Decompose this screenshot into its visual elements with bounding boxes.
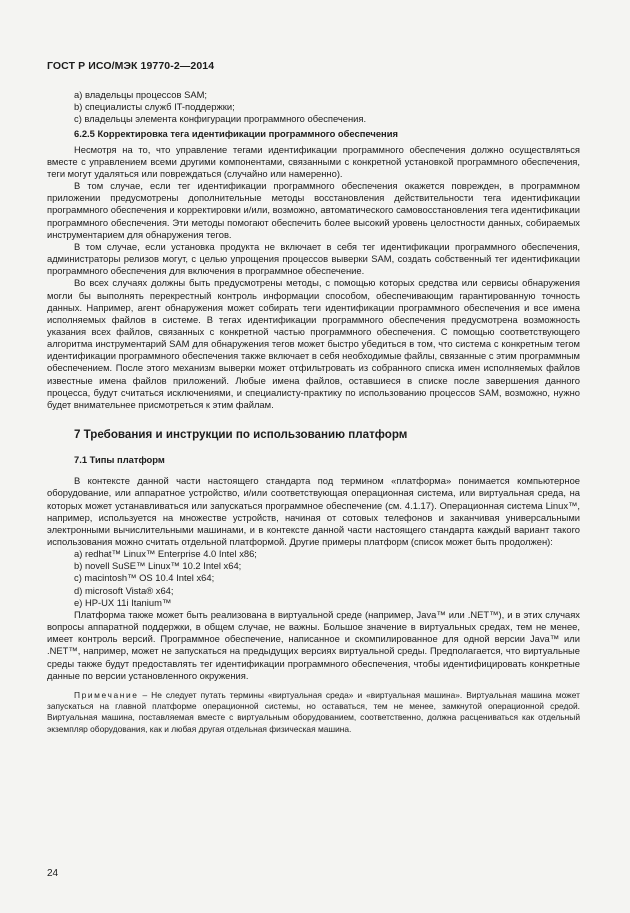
note xyxy=(47,690,580,735)
section-7-1-title: 7.1 Типы платформ xyxy=(74,454,165,466)
note-text: – Не следует путать термины «виртуальная среда» и «виртуальная машина». Виртуальная машина может запускаться на главной платформе операционной системы, но оставаться, тем не менее, замкнутой операционной средой. Виртуальная машина, поставляемая вместе с виртуальным оборудованием, соответственно, должна расцениваться как отдельный экземпляр оборудования, как и любая другая отдельная физическая машина. xyxy=(47,689,580,734)
section-7-title: 7 Требования и инструкции по использованию платформ xyxy=(74,428,408,442)
note-label: Примечание xyxy=(74,689,139,700)
paragraph: В том случае, если установка продукта не включает в себя тег идентификации программного обеспечения, администраторы релизов могут, с целью упрощения процессов выверки SAM, создать собственный тег идентификации программного обеспечения для включения в программное обеспечение. xyxy=(47,240,580,277)
platform-list-item: a) redhat™ Linux™ Enterprise 4.0 Intel x86; xyxy=(74,548,257,560)
paragraph: Несмотря на то, что управление тегами идентификации программного обеспечения должно осуществляться вместе с управлением всеми другими компонентами, связанными с конкретной установкой программного обеспечения, теги могут удаляться или повреждаться (случайно или намеренно). xyxy=(47,143,580,179)
page-number: 24 xyxy=(47,868,59,879)
list-item: a) владельцы процессов SAM; xyxy=(74,89,208,100)
paragraph: В контексте данной части настоящего стандарта под термином «платформа» понимается компьютерное оборудование, или аппаратное устройство, и/или соответствующая операционная система, или виртуальная среда, на которых может устанавливаться или запускаться программное обеспечение (см. 4.1.17). Операционная система Linux™, например, используется на множестве устройств, начиная от сотовых телефонов и заканчивая универсальными электронными вычислительными машинами, и в контексте данной части настоящего стандарта каждый вариант такого использования можно считать отдельной платформой. Другие примеры платформ (список может быть продолжен): xyxy=(47,475,580,547)
platform-list-item: c) macintosh™ OS 10.4 Intel x64; xyxy=(74,572,215,584)
list-item: b) специалисты служб IT-поддержки; xyxy=(74,101,235,113)
platform-list-item: d) microsoft Vista® x64; xyxy=(74,584,174,596)
paragraph: Платформа также может быть реализована в виртуальной среде (например, Java™ или .NET™), и в этих случаях вопросы аппаратной поддержки, в общем случае, не важны. Большое значение в виртуальных средах, тем не менее, имеет контроль версий. Программное обеспечение, написанное и скомпилированное для одной версии Java™ или .NET™, например, может не запускаться на предыдущих версиях виртуальной среды. Предполагается, что виртуальные среды также будут предоставлять тег идентификации программного обеспечения, чтобы идентифицировать конкретные данные по версии установленного окружения. xyxy=(47,608,580,681)
paragraph: В том случае, если тег идентификации программного обеспечения окажется поврежден, в программном приложении предусмотрены дополнительные методы восстановления действительности тега идентификации программного обеспечения и корректировки и/или, возможно, автоматического самовосстановления тега идентификации программного обеспечения. Эти методы помогают обеспечить более высокий уровень целостности данных, собираемых инструментарием для обнаружения тегов. xyxy=(47,180,580,240)
platform-list-item: b) novell SuSE™ Linux™ 10.2 Intel x64; xyxy=(74,560,242,572)
list-item: c) владельцы элемента конфигурации программного обеспечения. xyxy=(74,113,367,125)
platform-list-item: e) HP-UX 11i Itanium™ xyxy=(74,596,172,608)
section-6-2-5-title: 6.2.5 Корректировка тега идентификации программного обеспечения xyxy=(74,128,398,140)
page-content xyxy=(47,89,580,735)
paragraph: Во всех случаях должны быть предусмотрены методы, с помощью которых средства или сервисы обнаружения могли бы выполнять перекрестный контроль информации способом, обеспечивающим гарантированную точность данных. Например, агент обнаружения может собирать теги идентификации программного обеспечения и все имена исполняемых файлов в системе. В тегах идентификации программного обеспечения предусмотрена возможность указания всех файлов, связанных с конкретной частью программного обеспечения. С помощью соответствующего алгоритма инструментарий SAM для обнаружения тегов может быстро убедиться в том, что система с конкретным тегом идентификации программного обеспечения также включает в себя необходимые файлы, связанные с этим программным обеспечением. После этого механизм выверки может отфильтровать из собранного списка имен исполняемых файлов известные имена файлов приложений. Любые имена файлов, оставшиеся в списке после завершения данного процесса, будут считаться исключениями, и специалисту-практику по использованию процессов SAM, возможно, нужно будет внимательнее присмотреться к этим файлам. xyxy=(47,277,580,410)
document-header: ГОСТ Р ИСО/МЭК 19770-2—2014 xyxy=(47,60,215,72)
